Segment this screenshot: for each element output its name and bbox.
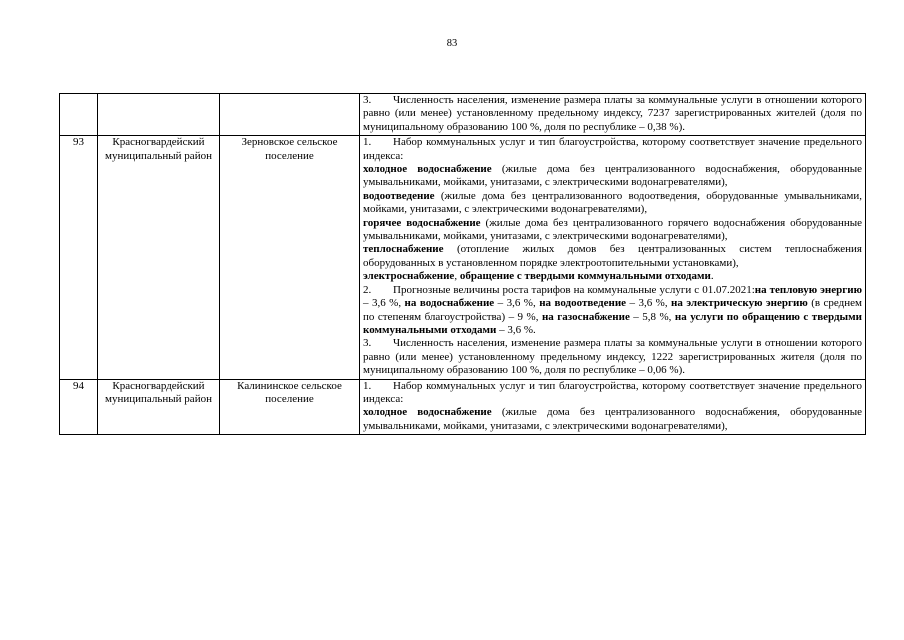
table-row [60,94,866,136]
text-segment: Прогнозные величины роста тарифов на коммунальные услуги с 01.07.2021: [393,283,755,296]
text-segment: (жилые дома без централизованного водоотведения, оборудованные умывальниками, мойками, унитазами, с электрическими водонагревателями), [363,189,862,216]
bold-text: горячее водоснабжение [363,216,481,229]
bold-text: на тепловую энергию [754,283,862,296]
paragraph [363,217,862,244]
row-number [60,94,98,136]
list-number: 1. [363,379,372,392]
bold-text: теплоснабжение [363,243,444,256]
region-cell [98,94,220,136]
paragraph [363,270,862,283]
text-segment: – 3,6 %. [496,323,536,336]
bold-text: обращение с твердыми коммунальными отходами [459,270,711,283]
page-number: 83 [446,38,458,49]
bold-text: на водоотведение [539,297,627,310]
list-number: 1. [363,136,372,149]
bold-text: на электрическую энергию [671,297,808,310]
text-segment: – 3,6 %, [494,297,540,310]
list-number: 2. [363,283,372,296]
paragraph [363,380,862,407]
paragraph [363,136,862,163]
list-number: 3. [363,337,372,350]
paragraph [363,284,862,338]
bold-text: на водоснабжение [404,297,495,310]
paragraph [363,190,862,217]
text-segment: (жилые дома без централизованного водоснабжения, оборудованные умывальниками, мойками, унитазами, с электрическими водонагревателями), [363,406,862,432]
settlement-cell: Зерновское сельское поселение [220,136,360,379]
description-cell [360,379,866,435]
text-segment: (отопление жилых домов без централизованных систем теплоснабжения оборудованных в установленном порядке электроотопительными установками), [363,243,862,269]
text-segment: (жилые дома без централизованного горячего водоснабжения оборудованные умывальниками, мойками, унитазами, с электрическими водонагревателями), [363,216,862,243]
region-cell: Красногвардейский муниципальный район [98,136,220,379]
tariff-table [59,93,866,435]
text-segment: Численность населения, изменение размера платы за коммунальные услуги в отношении которого равно (или менее) установленному предельному индексу, 1222 зарегистрированных жителя (доля по муниципальному образованию 100 %, доля по республике – 0,06 %). [363,337,862,377]
settlement-cell: Калининское сельское поселение [220,379,360,435]
text-segment: . [710,270,714,283]
region-cell: Красногвардейский муниципальный район [98,379,220,435]
bold-text: холодное водоснабжение [363,406,492,419]
table-body [60,94,866,435]
bold-text: водоотведение [363,189,435,202]
description-cell [360,94,866,136]
list-number: 3. [363,94,372,106]
paragraph [363,406,862,433]
bold-text: электроснабжение [363,270,455,283]
text-segment: – 3,6 %, [363,297,405,310]
paragraph [363,163,862,190]
bold-text: на услуги по обращению с твердыми коммунальными отходами [363,310,862,336]
description-cell [360,136,866,379]
paragraph [363,337,862,377]
bold-text: на газоснабжение [541,310,630,323]
table-row [60,379,866,435]
text-segment: – 5,8 %, [629,310,675,323]
text-segment: (жилые дома без централизованного водоснабжения, оборудованные умывальниками, мойками, унитазами, с электрическими водонагревателями), [363,163,862,189]
row-number: 94 [60,379,98,435]
text-segment: Набор коммунальных услуг и тип благоустройства, которому соответствует значение предельного индекса: [363,136,862,162]
paragraph [363,243,862,270]
text-segment: (в среднем по степеням благоустройства) – 9 %, [363,297,862,323]
text-segment: Численность населения, изменение размера платы за коммунальные услуги в отношении которого равно (или менее) установленному предельному индексу, 7237 зарегистрированных жителей (доля по муниципальному образованию 100 %, доля по республике – 0,38 %). [363,94,862,133]
table-row [60,136,866,379]
text-segment: , [454,270,460,283]
text-segment: Набор коммунальных услуг и тип благоустройства, которому соответствует значение предельного индекса: [363,379,862,405]
row-number: 93 [60,136,98,379]
settlement-cell [220,94,360,136]
text-segment: – 3,6 %, [626,297,672,310]
bold-text: холодное водоснабжение [363,163,492,176]
paragraph [363,94,862,134]
